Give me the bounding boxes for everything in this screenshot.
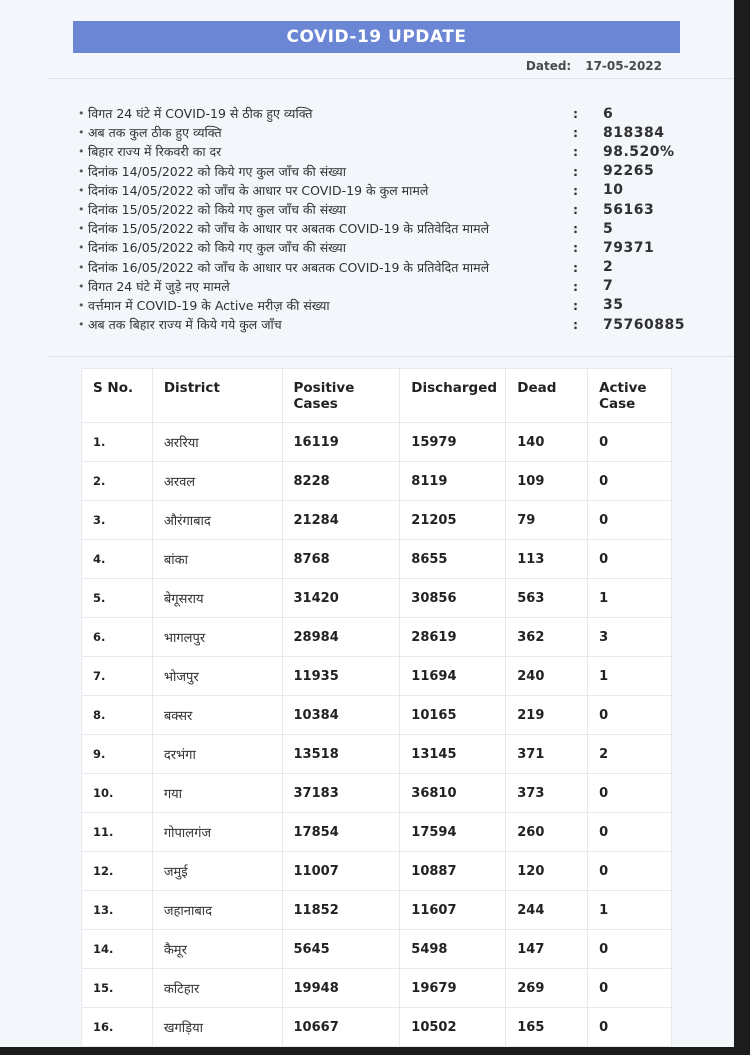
summary-value: 92265	[603, 163, 655, 180]
bullet-icon: •	[78, 107, 85, 121]
summary-item	[78, 277, 698, 296]
cell-sno: 12.	[82, 852, 153, 891]
cell-sno: 9.	[82, 735, 153, 774]
summary-item	[78, 238, 698, 257]
summary-label: विगत 24 घंटे में जुड़े नए मामले	[88, 278, 230, 294]
dated	[526, 59, 662, 73]
table-row	[82, 579, 672, 618]
cell-dead: 362	[506, 618, 588, 657]
summary-value: 98.520%	[603, 143, 675, 160]
bullet-icon: •	[78, 145, 85, 159]
summary-value: 35	[603, 297, 624, 314]
table-row	[82, 969, 672, 1008]
summary-colon: :	[573, 163, 578, 179]
summary-colon: :	[573, 297, 578, 313]
cell-district: कटिहार	[152, 969, 282, 1008]
cell-sno: 8.	[82, 696, 153, 735]
cell-dead: 140	[506, 423, 588, 462]
summary-label: बिहार राज्य में रिकवरी का दर	[88, 144, 222, 160]
cell-discharged: 30856	[400, 579, 506, 618]
cell-active: 1	[588, 891, 672, 930]
cell-discharged: 21205	[400, 501, 506, 540]
summary-label: विगत 24 घंटे में COVID-19 से ठीक हुए व्यक्ति	[88, 106, 313, 122]
cell-sno: 6.	[82, 618, 153, 657]
summary-label: दिनांक 16/05/2022 को किये गए कुल जाँच की संख्या	[88, 240, 346, 256]
cell-active: 1	[588, 579, 672, 618]
summary-list	[78, 104, 698, 334]
cell-positive: 5645	[282, 930, 400, 969]
bullet-icon: •	[78, 164, 85, 178]
summary-item	[78, 315, 698, 334]
summary-colon: :	[573, 240, 578, 256]
cell-district: जमुई	[152, 852, 282, 891]
bullet-icon: •	[78, 260, 85, 274]
cell-positive: 8228	[282, 462, 400, 501]
cell-dead: 260	[506, 813, 588, 852]
divider	[48, 78, 734, 79]
cell-dead: 120	[506, 852, 588, 891]
table-row	[82, 540, 672, 579]
summary-colon: :	[573, 202, 578, 218]
cell-positive: 37183	[282, 774, 400, 813]
cell-discharged: 11694	[400, 657, 506, 696]
summary-label: दिनांक 15/05/2022 को किये गए कुल जाँच की संख्या	[88, 202, 346, 218]
cell-dead: 240	[506, 657, 588, 696]
summary-value: 818384	[603, 124, 665, 141]
cell-district: बक्सर	[152, 696, 282, 735]
page-title: COVID-19 UPDATE	[73, 21, 680, 53]
cell-district: अरवल	[152, 462, 282, 501]
cell-sno: 1.	[82, 423, 153, 462]
summary-label: अब तक बिहार राज्य में किये गये कुल जाँच	[88, 317, 282, 333]
summary-item	[78, 104, 698, 123]
cell-discharged: 8655	[400, 540, 506, 579]
cell-dead: 244	[506, 891, 588, 930]
cell-sno: 3.	[82, 501, 153, 540]
cell-sno: 10.	[82, 774, 153, 813]
summary-item	[78, 200, 698, 219]
cell-dead: 563	[506, 579, 588, 618]
cell-positive: 11852	[282, 891, 400, 930]
summary-value: 75760885	[603, 316, 685, 333]
cell-sno: 11.	[82, 813, 153, 852]
cell-active: 0	[588, 774, 672, 813]
cell-discharged: 8119	[400, 462, 506, 501]
cell-positive: 10667	[282, 1008, 400, 1047]
summary-item	[78, 181, 698, 200]
cell-positive: 11935	[282, 657, 400, 696]
cell-discharged: 36810	[400, 774, 506, 813]
cell-discharged: 5498	[400, 930, 506, 969]
cell-active: 3	[588, 618, 672, 657]
cell-positive: 13518	[282, 735, 400, 774]
summary-colon: :	[573, 221, 578, 237]
cell-district: अररिया	[152, 423, 282, 462]
cell-dead: 165	[506, 1008, 588, 1047]
cell-discharged: 17594	[400, 813, 506, 852]
cell-dead: 109	[506, 462, 588, 501]
summary-item	[78, 142, 698, 161]
summary-label: अब तक कुल ठीक हुए व्यक्ति	[88, 125, 222, 141]
bullet-icon: •	[78, 126, 85, 140]
cell-discharged: 19679	[400, 969, 506, 1008]
summary-value: 56163	[603, 201, 655, 218]
bullet-icon: •	[78, 183, 85, 197]
summary-label: दिनांक 16/05/2022 को जाँच के आधार पर अबतक COVID-19 के प्रतिवेदित मामले	[88, 259, 490, 275]
cell-sno: 4.	[82, 540, 153, 579]
header-sno: S No.	[82, 369, 153, 423]
summary-label: वर्त्तमान में COVID-19 के Active मरीज़ की संख्या	[88, 297, 330, 313]
cell-active: 0	[588, 462, 672, 501]
bullet-icon: •	[78, 298, 85, 312]
district-table	[81, 368, 672, 1047]
bullet-icon: •	[78, 241, 85, 255]
cell-dead: 147	[506, 930, 588, 969]
cell-district: बांका	[152, 540, 282, 579]
bullet-icon: •	[78, 222, 85, 236]
summary-colon: :	[573, 278, 578, 294]
table-row	[82, 657, 672, 696]
cell-discharged: 10502	[400, 1008, 506, 1047]
summary-item	[78, 219, 698, 238]
cell-district: गया	[152, 774, 282, 813]
summary-item	[78, 123, 698, 142]
cell-sno: 7.	[82, 657, 153, 696]
cell-active: 2	[588, 735, 672, 774]
cell-district: भोजपुर	[152, 657, 282, 696]
cell-positive: 31420	[282, 579, 400, 618]
summary-colon: :	[573, 125, 578, 141]
cell-positive: 10384	[282, 696, 400, 735]
divider	[48, 356, 734, 357]
bullet-icon: •	[78, 279, 85, 293]
cell-sno: 2.	[82, 462, 153, 501]
cell-discharged: 10887	[400, 852, 506, 891]
table-row	[82, 891, 672, 930]
bullet-icon: •	[78, 318, 85, 332]
cell-positive: 17854	[282, 813, 400, 852]
table-row	[82, 852, 672, 891]
cell-district: दरभंगा	[152, 735, 282, 774]
table-row	[82, 774, 672, 813]
cell-discharged: 10165	[400, 696, 506, 735]
table-row	[82, 930, 672, 969]
cell-district: औरंगाबाद	[152, 501, 282, 540]
cell-dead: 113	[506, 540, 588, 579]
cell-positive: 21284	[282, 501, 400, 540]
cell-dead: 79	[506, 501, 588, 540]
cell-active: 0	[588, 696, 672, 735]
cell-district: कैमूर	[152, 930, 282, 969]
cell-district: भागलपुर	[152, 618, 282, 657]
cell-active: 0	[588, 930, 672, 969]
summary-value: 7	[603, 278, 614, 295]
header-positive: Positive Cases	[282, 369, 400, 423]
cell-positive: 11007	[282, 852, 400, 891]
cell-sno: 15.	[82, 969, 153, 1008]
table-row	[82, 423, 672, 462]
summary-value: 2	[603, 259, 614, 276]
cell-discharged: 28619	[400, 618, 506, 657]
summary-item	[78, 296, 698, 315]
cell-district: बेगूसराय	[152, 579, 282, 618]
cell-positive: 19948	[282, 969, 400, 1008]
summary-item	[78, 162, 698, 181]
cell-dead: 269	[506, 969, 588, 1008]
cell-sno: 16.	[82, 1008, 153, 1047]
bullet-icon: •	[78, 203, 85, 217]
summary-colon: :	[573, 106, 578, 122]
header-dead: Dead	[506, 369, 588, 423]
cell-active: 0	[588, 423, 672, 462]
cell-active: 0	[588, 852, 672, 891]
summary-value: 10	[603, 182, 624, 199]
cell-dead: 371	[506, 735, 588, 774]
cell-active: 0	[588, 1008, 672, 1047]
cell-positive: 8768	[282, 540, 400, 579]
cell-dead: 219	[506, 696, 588, 735]
summary-label: दिनांक 14/05/2022 को जाँच के आधार पर COVID-19 के कुल मामले	[88, 182, 429, 198]
summary-value: 6	[603, 105, 614, 122]
cell-dead: 373	[506, 774, 588, 813]
dated-label: Dated:	[525, 59, 572, 73]
cell-discharged: 15979	[400, 423, 506, 462]
summary-label: दिनांक 14/05/2022 को किये गए कुल जाँच की संख्या	[88, 163, 346, 179]
table-row	[82, 1008, 672, 1047]
cell-district: खगड़िया	[152, 1008, 282, 1047]
cell-district: जहानाबाद	[152, 891, 282, 930]
summary-colon: :	[573, 144, 578, 160]
table-header-row	[82, 369, 672, 423]
cell-active: 0	[588, 813, 672, 852]
summary-value: 79371	[603, 239, 655, 256]
table-row	[82, 462, 672, 501]
summary-item	[78, 258, 698, 277]
header-active: Active Case	[588, 369, 672, 423]
summary-colon: :	[573, 182, 578, 198]
cell-sno: 5.	[82, 579, 153, 618]
summary-colon: :	[573, 259, 578, 275]
cell-active: 0	[588, 969, 672, 1008]
header-discharged: Discharged	[400, 369, 506, 423]
summary-label: दिनांक 15/05/2022 को जाँच के आधार पर अबतक COVID-19 के प्रतिवेदित मामले	[88, 221, 490, 237]
table-row	[82, 501, 672, 540]
cell-positive: 16119	[282, 423, 400, 462]
cell-sno: 13.	[82, 891, 153, 930]
table-row	[82, 735, 672, 774]
cell-district: गोपालगंज	[152, 813, 282, 852]
cell-active: 0	[588, 540, 672, 579]
summary-value: 5	[603, 220, 614, 237]
cell-positive: 28984	[282, 618, 400, 657]
dated-value: 17-05-2022	[585, 59, 662, 73]
cell-sno: 14.	[82, 930, 153, 969]
cell-discharged: 13145	[400, 735, 506, 774]
header-district: District	[152, 369, 282, 423]
cell-active: 0	[588, 501, 672, 540]
summary-colon: :	[573, 317, 578, 333]
table-row	[82, 618, 672, 657]
cell-discharged: 11607	[400, 891, 506, 930]
table-row	[82, 696, 672, 735]
table-row	[82, 813, 672, 852]
cell-active: 1	[588, 657, 672, 696]
